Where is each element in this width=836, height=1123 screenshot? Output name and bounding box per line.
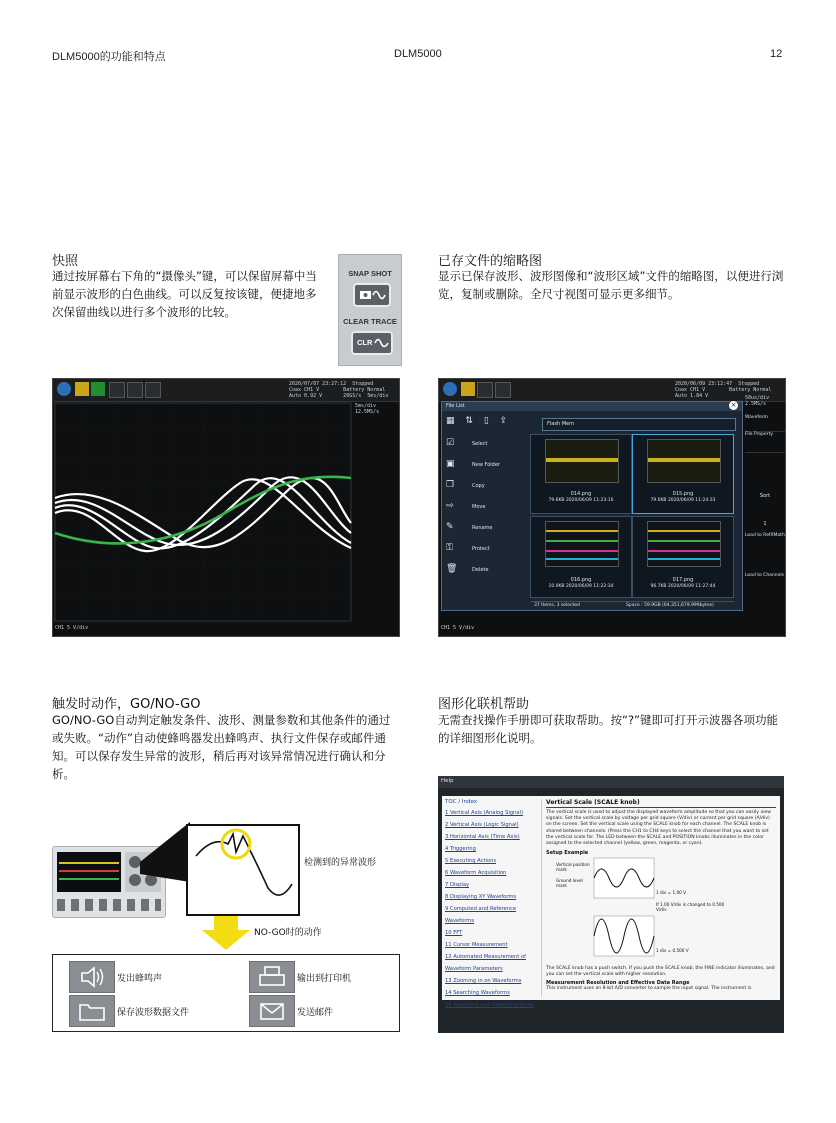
thumbnail-card[interactable] bbox=[632, 434, 734, 514]
scope-footer-2: CH1 5 V/div bbox=[441, 625, 475, 631]
setup-heading: Setup Example bbox=[546, 850, 589, 857]
setup-diagram bbox=[546, 856, 776, 966]
snapshot-title: 快照 bbox=[52, 254, 79, 269]
toc-link[interactable]: 2 Vertical Axis (Logic Signal) bbox=[445, 822, 519, 828]
file-list-dialog bbox=[441, 401, 743, 611]
toc-link[interactable]: 4 Triggering bbox=[445, 846, 476, 852]
channel-2-tile[interactable] bbox=[91, 382, 105, 396]
wave-icon bbox=[374, 336, 389, 350]
toc-link[interactable]: 1 Vertical Axis (Analog Signal) bbox=[445, 810, 523, 816]
file-list-title: File List bbox=[446, 403, 465, 409]
scope-screen-file-list bbox=[438, 378, 786, 637]
toc-link[interactable]: 12 Automated Measurement of Waveform Parameters bbox=[445, 954, 526, 972]
select-icon: ☑ bbox=[446, 438, 455, 448]
nogo-actions-box bbox=[52, 954, 400, 1032]
scope-footer: CH1 5 V/div bbox=[55, 625, 89, 631]
action-new-folder[interactable]: ▣ New Folder bbox=[446, 459, 500, 469]
action-beep-label: 发出蜂鸣声 bbox=[117, 974, 163, 984]
channel-5-tile[interactable] bbox=[145, 382, 161, 398]
gonogo-title: 触发时动作，GO/NO-GO bbox=[52, 697, 201, 712]
scope-screen-snapshot bbox=[52, 378, 400, 637]
help-text: 无需查找操作手册即可获取帮助。按“?”键即可打开示波器各项功能的详细图形化说明。 bbox=[438, 713, 779, 745]
file-action-list bbox=[442, 434, 524, 610]
device-screen bbox=[57, 852, 121, 892]
action-select[interactable]: ☑ Select bbox=[446, 438, 488, 448]
softkey-sort[interactable]: Sort bbox=[759, 493, 771, 499]
speaker-icon bbox=[69, 961, 115, 993]
header-doc-title: DLM5000的功能和特点 bbox=[52, 51, 166, 63]
softkey-load-ref[interactable]: Load to RefXMath bbox=[745, 533, 785, 538]
toc-index-link[interactable]: TOC / Index bbox=[445, 799, 478, 805]
softkey-waveform[interactable]: Waveform bbox=[745, 415, 785, 432]
new-folder-icon: ▣ bbox=[446, 459, 455, 469]
knob-note: The SCALE knob has a push switch. If you push the SCALE knob, the FINE indicator illuminates, and you can set the vertical scale with higher resolution. bbox=[546, 966, 775, 978]
clear-trace-label: CLEAR TRACE bbox=[343, 317, 397, 326]
gonogo-text: GO/NO-GO自动判定触发条件、波形、测量参数和其他条件的通过或失败。“动作”自动使蜂鸣器发出蜂鸣声、执行文件保存或邮件通知。可以保存发生异常的波形，稍后再对该异常情况进行确认和分析。 bbox=[52, 713, 391, 781]
scope-status-info-2: 2020/06/09 23:12:47 Stopped Coax CH1 V Battery Normal Auto 1.84 V bbox=[675, 381, 772, 399]
toc-link[interactable]: 5 Executing Actions bbox=[445, 858, 497, 864]
printer-icon bbox=[249, 961, 295, 993]
thumbnail-image bbox=[647, 521, 721, 567]
action-copy[interactable]: ❐ Copy bbox=[446, 480, 485, 490]
nogo-action-label: NO-GO时的动作 bbox=[254, 928, 322, 938]
channel-1-tile[interactable] bbox=[75, 382, 89, 396]
thumbnails-text: 显示已保存波形、波形图像和“波形区域”文件的缩略图，以便进行浏览，复制或删除。全尺寸视图可显示更多细节。 bbox=[438, 269, 784, 301]
file-icon[interactable]: ▯ bbox=[483, 416, 489, 426]
file-list-titlebar bbox=[442, 402, 742, 411]
channel-1-tile-2[interactable] bbox=[461, 382, 475, 396]
article-text: The vertical scale is used to adjust the displayed waveform amplitude so that you can easily view signals. Set the vertical scale by voltage per grid square (V/div) or current per grid square (A/div) on the screen. Set the vertical scale using the SCALE knob for each channel. The SCALE knob is shared between channels. (Press the CH1 to CH4 keys to select the channel that you want to set the vertical scale for. The LED between the SCALE and POSITION knobs illuminates in the color assigned to the selected channel (yellow, green, magenta, or cyan). bbox=[546, 810, 772, 847]
trash-icon: 🗑 bbox=[446, 564, 458, 574]
toc-link[interactable]: 9 Computed and Reference Waveforms bbox=[445, 906, 517, 924]
lock-icon: ⚿ bbox=[446, 543, 453, 553]
toc-link[interactable]: 6 Waveform Acquisition bbox=[445, 870, 507, 876]
scope-top-bar bbox=[53, 379, 399, 402]
softkey-load-channels[interactable]: Load to Channels bbox=[745, 573, 784, 578]
grid-view-icon[interactable]: ▦ bbox=[446, 416, 455, 426]
device-trace bbox=[59, 870, 119, 872]
menu-icon[interactable] bbox=[57, 382, 71, 396]
thumbnail-trace bbox=[648, 530, 720, 532]
thumbnail-fileinfo: 79.6KB 2020/06/09 11:24:33 bbox=[650, 498, 716, 503]
channel-4-tile[interactable] bbox=[127, 382, 143, 398]
view-toolbar bbox=[446, 416, 526, 430]
snapshot-text: 通过按屏幕右下角的“摄像头”键，可以保留屏幕中当前显示波形的白色曲线。可以反复按该键，便捷地多次保留曲线以进行多个波形的比较。 bbox=[52, 269, 317, 319]
abnormal-waveform-zoom bbox=[186, 824, 300, 916]
waveform-area bbox=[55, 403, 351, 621]
close-icon[interactable]: × bbox=[730, 401, 737, 409]
channel-2-tile-2[interactable] bbox=[477, 382, 493, 398]
action-move[interactable]: ⇨ Move bbox=[446, 501, 486, 511]
thumbnail-card[interactable] bbox=[530, 516, 632, 598]
help-toc bbox=[445, 799, 542, 1008]
toc-link[interactable]: 8 Displaying XY Waveforms bbox=[445, 894, 517, 900]
thumbnail-image bbox=[647, 439, 721, 483]
toc-link[interactable]: 15 Analyzing and Searching Serial bbox=[445, 1002, 534, 1008]
thumbnail-trace bbox=[546, 458, 618, 462]
file-list-status bbox=[530, 601, 734, 610]
div-change-note: If 1.00 V/div is changed to 0.500 V/div bbox=[656, 902, 725, 913]
sine-diagram-1 bbox=[594, 858, 654, 898]
help-window-title: Help bbox=[441, 778, 454, 784]
help-titlebar bbox=[438, 776, 784, 788]
action-delete[interactable]: 🗑 Delete bbox=[446, 564, 489, 574]
thumbnail-fileinfo: 96.7KB 2020/06/09 11:27:44 bbox=[650, 584, 716, 589]
thumbnail-card[interactable] bbox=[632, 516, 734, 598]
toc-link[interactable]: 11 Cursor Measurement bbox=[445, 942, 508, 948]
softkey-menu bbox=[745, 415, 785, 615]
storage-space: Space : 59.9GB (64,351,679,999bytes) bbox=[626, 603, 714, 608]
detected-waveform-label: 检测到的异常波形 bbox=[304, 858, 377, 868]
help-window bbox=[438, 776, 784, 1033]
snapshot-button-panel bbox=[338, 254, 402, 366]
timebase-readout-2: 50us/div 2.5MS/s bbox=[745, 395, 770, 407]
vertical-position-label: Vertical position mark bbox=[556, 862, 590, 873]
action-save-label: 保存波形数据文件 bbox=[117, 1008, 190, 1018]
clear-trace-button[interactable] bbox=[351, 331, 393, 355]
note-heading: Measurement Resolution and Effective Data Range bbox=[546, 980, 690, 987]
toc-link[interactable]: 13 Zooming in on Waveforms bbox=[445, 978, 522, 984]
thumbnail-trace bbox=[546, 558, 618, 560]
help-article bbox=[546, 799, 776, 997]
channel-3-tile-2[interactable] bbox=[495, 382, 511, 398]
thumbnail-filename: 016.png bbox=[570, 577, 592, 583]
ground-level-label: Ground level mark bbox=[556, 878, 583, 889]
toc-link[interactable]: 10 FFT bbox=[445, 930, 463, 936]
folder-icon bbox=[69, 995, 115, 1027]
snap-shot-button[interactable] bbox=[353, 283, 391, 307]
thumbnail-filename: 014.png bbox=[570, 491, 592, 497]
path-field[interactable] bbox=[542, 418, 736, 431]
article-title: Vertical Scale (SCALE knob) bbox=[546, 799, 776, 808]
menu-icon-2[interactable] bbox=[443, 382, 457, 396]
help-title: 图形化联机帮助 bbox=[438, 697, 530, 712]
sort-value: 1 bbox=[763, 521, 767, 527]
thumbnail-image bbox=[545, 439, 619, 483]
div-value-2: 1 div = 0.500 V bbox=[656, 948, 689, 954]
thumbnail-trace bbox=[648, 558, 720, 560]
thumbnail-filename: 015.png bbox=[672, 491, 694, 497]
scope-top-bar-2 bbox=[439, 379, 785, 402]
thumbnail-fileinfo: 79.6KB 2020/06/09 11:23:16 bbox=[548, 498, 614, 503]
toc-link[interactable]: 14 Searching Waveforms bbox=[445, 990, 510, 996]
clr-key-label: CLR bbox=[357, 338, 373, 347]
action-print-label: 输出到打印机 bbox=[297, 974, 352, 984]
thumbnail-trace bbox=[648, 540, 720, 542]
snap-shot-label: SNAP SHOT bbox=[348, 269, 392, 278]
selection-status: 37 Items, 3 selected bbox=[534, 603, 580, 608]
thumbnail-card[interactable] bbox=[530, 434, 632, 514]
note-text: This instrument uses an 8-bit A/D converter to sample the input signal. The instrument is bbox=[546, 986, 752, 992]
device-trace bbox=[59, 878, 119, 880]
action-mail-label: 发送邮件 bbox=[297, 1008, 334, 1018]
action-protect[interactable]: ⚿ Protect bbox=[446, 543, 490, 553]
thumbnail-trace bbox=[546, 530, 618, 532]
sort-az-icon[interactable]: ⇅ bbox=[465, 416, 473, 426]
path-value: Flash Mem bbox=[547, 421, 574, 427]
thumbnail-trace bbox=[546, 550, 618, 552]
header-model: DLM5000 bbox=[394, 48, 442, 60]
thumbnails-title: 已存文件的缩略图 bbox=[438, 254, 543, 269]
thumbnail-image bbox=[545, 521, 619, 567]
device-trace bbox=[59, 862, 119, 864]
move-icon: ⇨ bbox=[446, 501, 454, 511]
channel-3-tile[interactable] bbox=[109, 382, 125, 398]
copy-icon: ❐ bbox=[446, 480, 455, 490]
thumbnail-trace bbox=[546, 540, 618, 542]
page-number: 12 bbox=[770, 48, 783, 60]
camera-icon bbox=[355, 285, 389, 305]
mail-icon bbox=[249, 995, 295, 1027]
timebase-readout: 5ms/div 12.5MS/s bbox=[355, 403, 380, 415]
thumbnail-trace bbox=[648, 550, 720, 552]
abnormal-waveform-chart bbox=[188, 826, 298, 914]
toc-link[interactable]: 7 Display bbox=[445, 882, 470, 888]
action-rename[interactable]: ✎ Rename bbox=[446, 522, 493, 532]
softkey-file-property[interactable]: File Property bbox=[745, 432, 785, 453]
device-connectors bbox=[57, 899, 161, 911]
sine-diagram-2 bbox=[594, 916, 654, 956]
folder-up-icon[interactable]: ⇪ bbox=[499, 416, 508, 426]
arrow-down-icon bbox=[200, 916, 252, 950]
thumbnail-trace bbox=[648, 458, 720, 462]
thumbnail-filename: 017.png bbox=[672, 577, 694, 583]
scope-status-info: 2020/07/07 23:27:12 Stopped Coax CH1 V Battery Normal Auto 0.92 V 20GS/s 5ms/div bbox=[289, 381, 389, 399]
help-content bbox=[442, 796, 780, 1008]
toc-link[interactable]: 3 Horizontal Axis (Time Axis) bbox=[445, 834, 520, 840]
thumbnail-fileinfo: 10.0KB 2020/06/09 11:22:34 bbox=[548, 584, 614, 589]
div-value-1: 1 div = 1.00 V bbox=[656, 890, 686, 896]
pencil-icon: ✎ bbox=[446, 522, 454, 532]
